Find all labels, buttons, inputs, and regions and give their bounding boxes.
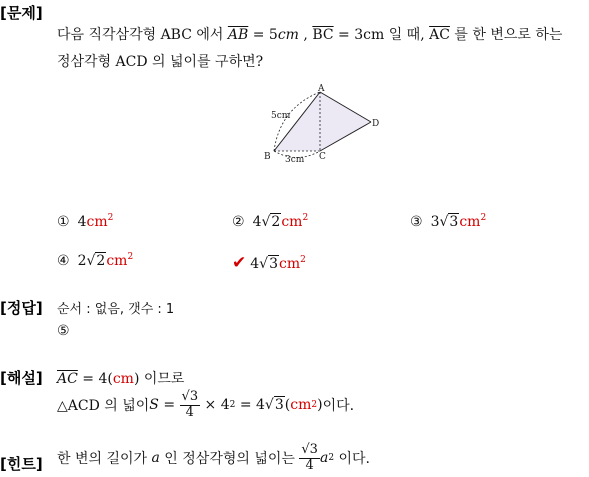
option-unit: cm <box>106 253 128 269</box>
fraction <box>299 443 320 473</box>
result: = 4 <box>235 397 265 413</box>
triangle-acd-fill <box>320 92 371 151</box>
hint-text: 이다. <box>334 451 370 467</box>
equals: = <box>158 397 180 413</box>
correct-check-icon: ✔ <box>232 253 247 273</box>
hint-text: 인 정삼각형의 넓이는 <box>159 451 300 467</box>
option-radical: √2 <box>86 253 106 269</box>
explanation-line-2: △ACD 의 넓이 S = $\frac{√3}{4}$ × 4 2 = 4 √3 ( cm 2 ) 이다. <box>57 389 355 420</box>
hint-line: 한 변의 길이가 a 인 정삼각형의 넓이는 $\frac{√3}{4}$ a 2 이다. <box>57 442 370 473</box>
ab-value: = 5 <box>248 27 278 43</box>
hint-label: [힌트] <box>0 455 43 473</box>
unit: cm <box>290 397 312 413</box>
option-exponent: 2 <box>302 213 309 223</box>
option-unit: cm <box>279 256 301 272</box>
option-exponent: 2 <box>300 255 306 265</box>
side-variable: a <box>151 450 160 466</box>
option-radicand: 3 <box>269 256 279 272</box>
option-radicand: 3 <box>449 214 459 230</box>
option-3[interactable] <box>410 214 486 230</box>
option-radical: √3 <box>439 214 459 230</box>
option-unit: cm <box>281 214 303 230</box>
segment-ab: $\overline{AB}$ <box>227 27 249 43</box>
vertex-c: C <box>319 152 326 162</box>
explanation-label: [해설] <box>0 369 43 387</box>
segment-bc: $\overline{BC}$ <box>312 27 334 43</box>
option-radicand: 2 <box>271 214 281 230</box>
radical: √3 <box>264 397 284 413</box>
label-3cm: 3cm <box>285 155 305 165</box>
option-1[interactable] <box>57 214 113 230</box>
explanation-text: 이므로 <box>139 371 185 387</box>
option-coefficient: 3 <box>430 214 440 230</box>
option-radicand: 2 <box>96 253 106 269</box>
question-line-1 <box>57 24 562 44</box>
answer-line-1: 순서 : 없음, 갯수 : 1 <box>57 302 175 317</box>
triangle-figure <box>262 84 392 166</box>
answer-label: [정답] <box>0 299 43 317</box>
vertex-d: D <box>372 119 380 129</box>
option-exponent: 2 <box>480 213 487 223</box>
option-number: ④ <box>57 253 70 269</box>
option-exponent: 2 <box>127 252 134 262</box>
denominator: 4 <box>305 457 314 473</box>
option-radical: √3 <box>259 256 279 272</box>
area-symbol: S <box>149 397 159 413</box>
segment-ac: $\overline{AC}$ <box>57 371 78 387</box>
option-coefficient: 2 <box>77 253 87 269</box>
question-label: [문제] <box>0 4 43 22</box>
paren-close: ) <box>317 397 323 413</box>
explanation-text: 이다. <box>322 398 355 414</box>
segment-ac: $\overline{AC}$ <box>429 27 450 43</box>
paren-close: ) <box>133 371 140 387</box>
denominator: 4 <box>185 404 194 420</box>
option-2[interactable] <box>232 214 308 230</box>
bc-value: = 3cm 일 때, <box>333 27 430 43</box>
option-number: ③ <box>410 214 423 230</box>
option-coefficient: 4 <box>250 256 260 272</box>
label-5cm: 5cm <box>271 111 291 121</box>
fraction <box>180 390 201 420</box>
times: × 4 <box>200 397 230 413</box>
answer-line-2: ⑤ <box>57 323 70 339</box>
radicand: 3 <box>274 397 284 413</box>
ab-unit: cm <box>277 27 299 43</box>
option-coefficient: 4 <box>77 214 87 230</box>
explanation-line-1 <box>57 368 184 388</box>
side-variable: a <box>319 450 329 466</box>
ac-value: = 4( <box>77 371 113 387</box>
option-radical: √2 <box>261 214 281 230</box>
paren-open: ( <box>284 397 291 413</box>
option-unit: cm <box>86 214 108 230</box>
option-unit: cm <box>459 214 481 230</box>
numerator: √3 <box>181 389 199 405</box>
hint-text: 한 변의 길이가 <box>57 451 152 467</box>
option-number: ① <box>57 214 70 230</box>
question-line-2: 정삼각형 ACD 의 넓이를 구하면? <box>57 54 264 70</box>
numerator: √3 <box>301 442 318 458</box>
option-number: ② <box>232 214 245 230</box>
vertex-b: B <box>264 152 271 162</box>
comma: , <box>298 27 313 43</box>
option-4[interactable] <box>57 253 133 269</box>
option-5[interactable] <box>232 253 306 273</box>
question-text-end: 를 한 변으로 하는 <box>449 27 563 43</box>
explanation-text: △ACD 의 넓이 <box>57 398 150 414</box>
question-text-start: 다음 직각삼각형 ABC 에서 <box>57 27 228 43</box>
option-coefficient: 4 <box>252 214 262 230</box>
option-exponent: 2 <box>107 213 114 223</box>
vertex-a: A <box>318 84 325 94</box>
unit: cm <box>112 371 134 387</box>
